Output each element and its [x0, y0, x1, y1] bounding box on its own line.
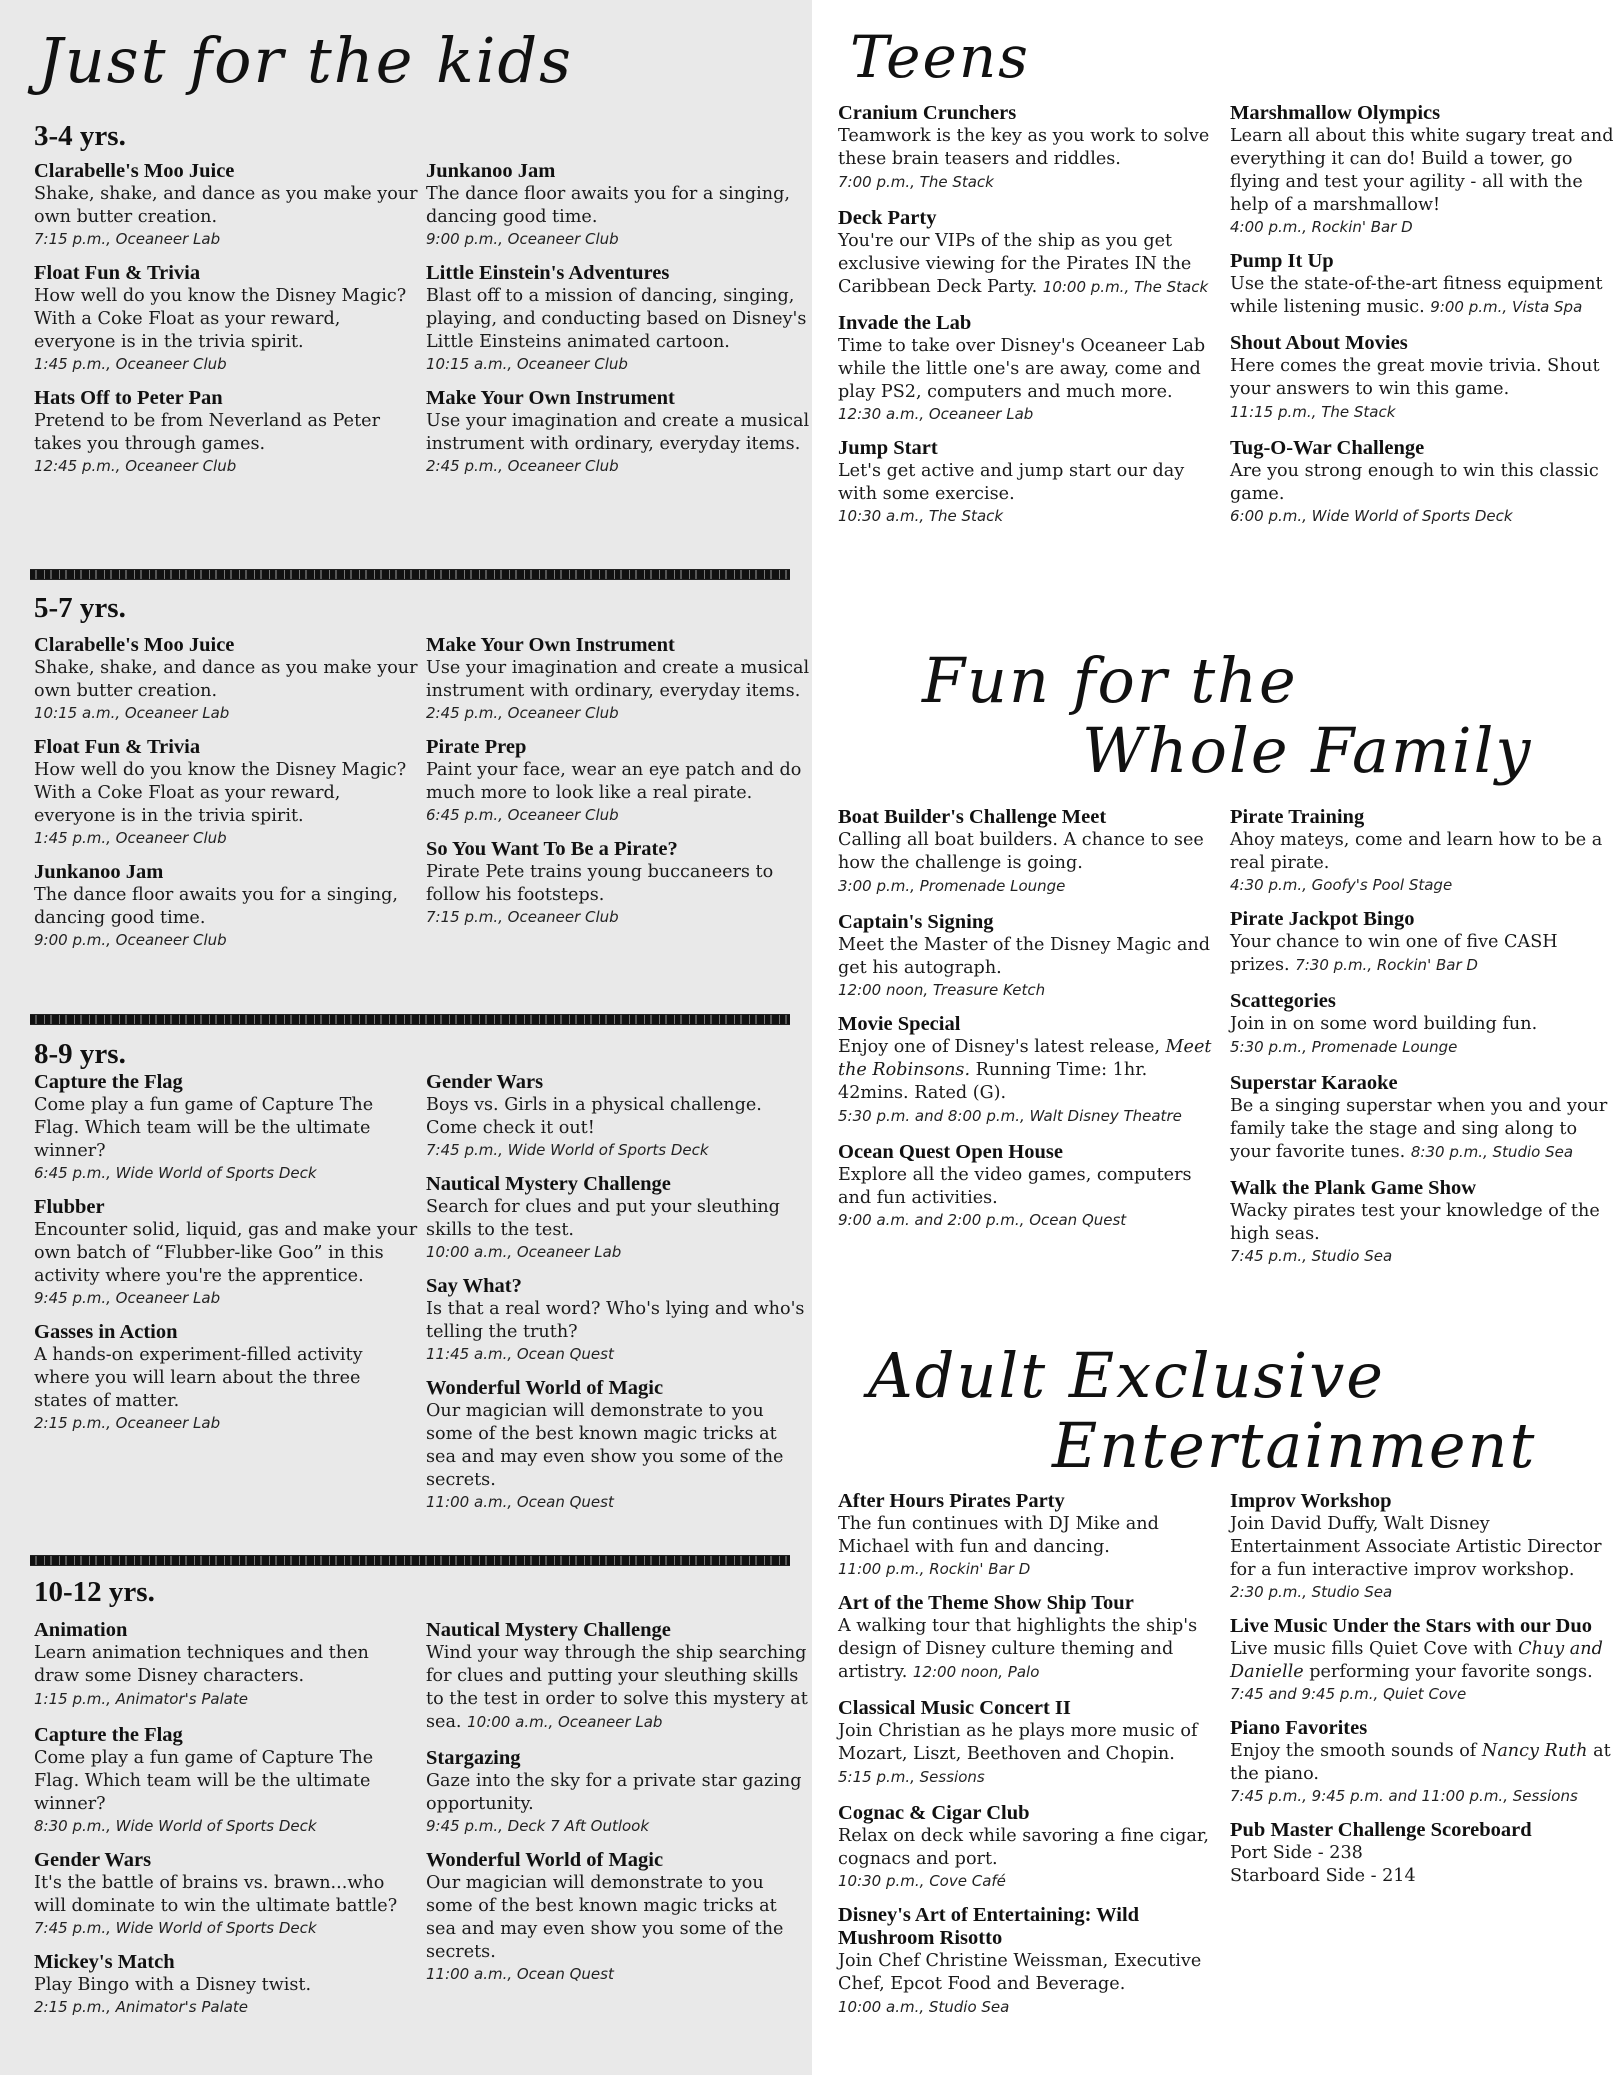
event-item	[34, 634, 418, 723]
event-description	[426, 183, 810, 229]
event-time-location: 7:45 p.m., Wide World of Sports Deck	[426, 1141, 709, 1159]
event-item	[34, 1196, 418, 1308]
event-time-location: 9:00 p.m., Vista Spa	[1430, 298, 1583, 316]
event-description	[838, 125, 1222, 194]
event-title: Ocean Quest Open House	[838, 1141, 1063, 1163]
event-description	[426, 1872, 810, 1964]
event-title: Gasses in Action	[34, 1321, 178, 1343]
adult-heading-line2: Entertainment	[1052, 1409, 1537, 1482]
event-description	[34, 884, 418, 930]
event-time-location: 12:00 noon, Palo	[912, 1663, 1040, 1681]
kids-5-7-left-column	[34, 634, 418, 963]
event-description	[34, 759, 418, 828]
event-title: Pirate Training	[1230, 806, 1365, 828]
event-description	[426, 861, 810, 907]
event-time-location: 7:15 p.m., Oceaneer Club	[426, 908, 619, 926]
event-item	[1230, 437, 1614, 526]
event-title: Walk the Plank Game Show	[1230, 1177, 1477, 1199]
event-time-location: 1:45 p.m., Oceaneer Club	[34, 829, 227, 847]
event-title: After Hours Pirates Party	[838, 1490, 1065, 1512]
event-item	[34, 160, 418, 249]
event-item	[426, 1275, 810, 1364]
event-description-text: Enjoy the smooth sounds of	[1230, 1741, 1482, 1761]
event-item	[1230, 1819, 1614, 1888]
event-item	[34, 1724, 418, 1836]
event-title: Pirate Jackpot Bingo	[1230, 908, 1415, 930]
age-heading-5-7: 5-7 yrs.	[34, 592, 126, 624]
event-time-location: 8:30 p.m., Studio Sea	[1410, 1143, 1574, 1161]
event-item	[838, 1697, 1222, 1789]
event-time-location: 11:45 a.m., Ocean Quest	[426, 1345, 614, 1363]
event-description	[34, 1872, 418, 1918]
event-description-text: Calling all boat builders. A chance to see how the challenge is going.	[838, 830, 1204, 873]
event-title: Flubber	[34, 1196, 105, 1218]
event-item	[34, 1951, 418, 2017]
event-description-text: Play Bingo with a Disney twist.	[34, 1975, 312, 1995]
event-time-location: 10:00 p.m., The Stack	[1042, 278, 1209, 296]
event-item	[1230, 908, 1614, 977]
event-description-text: Is that a real word? Who's lying and who's telling the truth?	[426, 1299, 805, 1342]
event-description	[1230, 1095, 1614, 1164]
event-title: Live Music Under the Stars with our Duo	[1230, 1615, 1592, 1637]
event-time-location: 10:00 a.m., Oceaneer Lab	[467, 1713, 663, 1731]
event-description	[34, 1642, 418, 1711]
event-time-location: 7:45 p.m., Studio Sea	[1230, 1247, 1393, 1265]
age-heading-10-12: 10-12 yrs.	[34, 1576, 155, 1608]
event-description-text: Join in on some word building fun.	[1230, 1014, 1538, 1034]
event-time-location: 5:15 p.m., Sessions	[838, 1768, 985, 1786]
event-description-text: You're our VIPs of the ship as you get exclusive viewing for the Pirates IN the Caribbean Deck Party.	[838, 231, 1192, 297]
event-item	[838, 1802, 1222, 1891]
event-time-location: 6:45 p.m., Oceaneer Club	[426, 806, 619, 824]
event-time-location: 4:00 p.m., Rockin' Bar D	[1230, 218, 1413, 236]
event-item	[1230, 332, 1614, 424]
event-time-location: 6:45 p.m., Wide World of Sports Deck	[34, 1164, 317, 1182]
event-description-text: Use your imagination and create a musical instrument with ordinary, everyday items.	[426, 658, 810, 701]
event-description-text: Boys vs. Girls in a physical challenge. Come check it out!	[426, 1095, 762, 1138]
kids-3-4-right-column	[426, 160, 810, 489]
event-title: Hats Off to Peter Pan	[34, 387, 223, 409]
event-time-location: 10:30 p.m., Cove Café	[838, 1872, 1006, 1890]
kids-heading: Just for the kids	[38, 24, 573, 97]
event-title: Invade the Lab	[838, 312, 972, 334]
event-title: Classical Music Concert II	[838, 1697, 1071, 1719]
event-description-text: Be a singing superstar when you and your family take the stage and sing along to your favorite tunes.	[1230, 1096, 1608, 1162]
event-time-location: 3:00 p.m., Promenade Lounge	[838, 877, 1066, 895]
event-description	[34, 285, 418, 354]
event-item	[1230, 1072, 1614, 1164]
event-item	[838, 1141, 1222, 1230]
event-item	[426, 736, 810, 825]
event-description	[838, 934, 1222, 980]
event-time-location: 7:15 p.m., Oceaneer Lab	[34, 230, 221, 248]
event-description	[34, 657, 418, 703]
event-time-location: 1:15 p.m., Animator's Palate	[34, 1690, 249, 1708]
event-item	[426, 1173, 810, 1262]
event-description	[1230, 355, 1614, 424]
adult-right-column	[1230, 1490, 1614, 1901]
event-title: Little Einstein's Adventures	[426, 262, 670, 284]
event-time-location: 12:30 a.m., Oceaneer Lab	[838, 405, 1034, 423]
event-title: Float Fun & Trivia	[34, 736, 201, 758]
event-item	[838, 1013, 1222, 1128]
event-description	[1230, 1013, 1614, 1059]
event-description-text: Our magician will demonstrate to you some of the best known magic tricks at sea and may even show you some of the secrets.	[426, 1873, 784, 1962]
event-title: Superstar Karaoke	[1230, 1072, 1398, 1094]
event-description-text: A hands-on experiment-filled activity where you will learn about the three states of matter.	[34, 1345, 363, 1411]
event-description	[34, 1344, 418, 1413]
event-time-location: 9:00 p.m., Oceaneer Club	[426, 230, 619, 248]
event-description-text: Join David Duffy, Walt Disney Entertainment Associate Artistic Director for a fun interactive improv workshop.	[1230, 1514, 1602, 1580]
event-item	[34, 1619, 418, 1711]
event-description	[1230, 1638, 1614, 1684]
event-time-location: 11:00 a.m., Ocean Quest	[426, 1493, 614, 1511]
event-description-text: Use your imagination and create a musical instrument with ordinary, everyday items.	[426, 411, 810, 454]
event-description	[838, 1036, 1222, 1128]
event-description	[1230, 931, 1614, 977]
event-item	[426, 160, 810, 249]
event-time-location: 7:45 p.m., 9:45 p.m. and 11:00 p.m., Sessions	[1230, 1787, 1578, 1805]
event-description	[34, 183, 418, 229]
event-item	[34, 1071, 418, 1183]
event-item	[426, 1747, 810, 1836]
event-title: Marshmallow Olympics	[1230, 102, 1441, 124]
event-description	[1230, 1740, 1614, 1786]
event-description-text: Enjoy one of Disney's latest release,	[838, 1037, 1166, 1057]
kids-8-9-right-column	[426, 1071, 810, 1525]
event-item	[1230, 102, 1614, 237]
event-item	[34, 861, 418, 950]
event-title: Gender Wars	[34, 1849, 152, 1871]
event-item	[838, 207, 1222, 299]
event-description	[34, 1747, 418, 1816]
family-right-column	[1230, 806, 1614, 1279]
event-description-text: Your chance to win one of five CASH prizes.	[1230, 932, 1558, 975]
event-time-location: 6:00 p.m., Wide World of Sports Deck	[1230, 507, 1513, 525]
event-title: Art of the Theme Show Ship Tour	[838, 1592, 1134, 1614]
event-description	[426, 1094, 810, 1140]
event-title: Piano Favorites	[1230, 1717, 1368, 1739]
age-heading-3-4: 3-4 yrs.	[34, 120, 126, 152]
event-description-text: A walking tour that highlights the ship's design of Disney culture theming and artistry.	[838, 1616, 1198, 1682]
event-description	[838, 1720, 1222, 1789]
event-title: Float Fun & Trivia	[34, 262, 201, 284]
event-description	[838, 1950, 1222, 2019]
event-title: Nautical Mystery Challenge	[426, 1173, 671, 1195]
event-item	[426, 387, 810, 476]
event-description-text: Encounter solid, liquid, gas and make your own batch of “Flubber-like Goo” in this activity where you're the apprentice.	[34, 1220, 418, 1286]
event-item	[1230, 1615, 1614, 1704]
event-description-text: Come play a fun game of Capture The Flag. Which team will be the ultimate winner?	[34, 1748, 374, 1814]
event-title: Cranium Crunchers	[838, 102, 1017, 124]
event-title: Clarabelle's Moo Juice	[34, 634, 235, 656]
event-title: Boat Builder's Challenge Meet	[838, 806, 1107, 828]
event-title: Junkanoo Jam	[34, 861, 164, 883]
event-item	[1230, 250, 1614, 319]
event-emphasis: Chuy and Danielle	[1230, 1639, 1603, 1682]
event-title: Wonderful World of Magic	[426, 1849, 664, 1871]
event-description	[838, 460, 1222, 506]
section-divider	[30, 569, 790, 580]
event-description-text: Gaze into the sky for a private star gazing opportunity.	[426, 1771, 802, 1814]
event-title: Make Your Own Instrument	[426, 387, 675, 409]
event-description	[426, 285, 810, 354]
event-description-text: Ahoy mateys, come and learn how to be a real pirate.	[1230, 830, 1603, 873]
event-title: Junkanoo Jam	[426, 160, 556, 182]
event-description-text: Paint your face, wear an eye patch and do much more to look like a real pirate.	[426, 760, 802, 803]
event-title: Captain's Signing	[838, 911, 994, 933]
family-left-column	[838, 806, 1222, 1243]
adult-left-column	[838, 1490, 1222, 2032]
event-item	[1230, 1177, 1614, 1266]
event-time-location: 12:45 p.m., Oceaneer Club	[34, 457, 237, 475]
event-description	[426, 657, 810, 703]
event-item	[426, 838, 810, 927]
event-description-text: Blast off to a mission of dancing, singing, playing, and conducting based on Disney's Little Einsteins animated cartoon.	[426, 286, 807, 352]
event-description-text: Here comes the great movie trivia. Shout your answers to win this game.	[1230, 356, 1600, 399]
event-time-location: 2:45 p.m., Oceaneer Club	[426, 704, 619, 722]
event-time-location: 2:15 p.m., Oceaneer Lab	[34, 1414, 221, 1432]
event-description-text: Let's get active and jump start our day with some exercise.	[838, 461, 1185, 504]
event-description	[34, 1094, 418, 1163]
event-description-text: Join Christian as he plays more music of Mozart, Liszt, Beethoven and Chopin.	[838, 1721, 1198, 1764]
event-title: Capture the Flag	[34, 1071, 183, 1093]
event-time-location: 10:00 a.m., Studio Sea	[838, 1998, 1010, 2016]
event-time-location: 10:15 a.m., Oceaneer Lab	[34, 704, 230, 722]
event-description-text: Come play a fun game of Capture The Flag. Which team will be the ultimate winner?	[34, 1095, 374, 1161]
teens-right-column	[1230, 102, 1614, 539]
event-time-location: 2:15 p.m., Animator's Palate	[34, 1998, 249, 2016]
event-description-text: Pretend to be from Neverland as Peter takes you through games.	[34, 411, 380, 454]
event-item	[426, 1071, 810, 1160]
event-description-text: Time to take over Disney's Oceaneer Lab while the little one's are away, come and play PS2, computers and much more.	[838, 336, 1206, 402]
event-title: Pub Master Challenge Scoreboard	[1230, 1819, 1532, 1841]
event-description-text: Running Time: 1hr. 42mins. Rated (G).	[838, 1060, 1148, 1103]
event-item	[838, 437, 1222, 526]
event-description-text: at the piano.	[1230, 1741, 1611, 1784]
event-title: Gender Wars	[426, 1071, 544, 1093]
event-title: Improv Workshop	[1230, 1490, 1392, 1512]
event-item	[1230, 1490, 1614, 1602]
event-title: Jump Start	[838, 437, 938, 459]
event-item	[838, 1592, 1222, 1684]
event-description-text: The dance floor awaits you for a singing, dancing good time.	[34, 885, 398, 928]
event-description-text: Search for clues and put your sleuthing skills to the test.	[426, 1197, 780, 1240]
event-item	[34, 1321, 418, 1433]
event-item	[426, 634, 810, 723]
event-description	[426, 1298, 810, 1344]
event-description-text: Meet the Master of the Disney Magic and get his autograph.	[838, 935, 1210, 978]
event-emphasis: Meet the Robinsons.	[838, 1037, 1212, 1080]
event-description-text: How well do you know the Disney Magic? With a Coke Float as your reward, everyone is in the trivia spirit.	[34, 286, 407, 352]
event-description	[1230, 1842, 1614, 1888]
event-item	[1230, 1717, 1614, 1806]
kids-10-12-left-column	[34, 1619, 418, 2030]
score-line: Starboard Side - 214	[1230, 1866, 1416, 1886]
event-description-text: Join Chef Christine Weissman, Executive Chef, Epcot Food and Beverage.	[838, 1951, 1202, 1994]
kids-10-12-right-column	[426, 1619, 810, 1997]
event-description-text: Relax on deck while savoring a fine cigar, cognacs and port.	[838, 1826, 1209, 1869]
event-description-text: performing your favorite songs.	[1303, 1662, 1593, 1682]
event-title: Shout About Movies	[1230, 332, 1408, 354]
event-description-text: Shake, shake, and dance as you make your own butter creation.	[34, 184, 418, 227]
event-title: Make Your Own Instrument	[426, 634, 675, 656]
event-description	[426, 759, 810, 805]
event-title: Pump It Up	[1230, 250, 1334, 272]
event-item	[34, 262, 418, 374]
event-title: Animation	[34, 1619, 128, 1641]
event-description-text: Are you strong enough to win this classic game.	[1230, 461, 1599, 504]
event-time-location: 7:00 p.m., The Stack	[838, 173, 994, 191]
event-item	[426, 1849, 810, 1984]
event-description	[838, 829, 1222, 898]
event-title: Mickey's Match	[34, 1951, 175, 1973]
event-description-text: The dance floor awaits you for a singing, dancing good time.	[426, 184, 790, 227]
event-item	[34, 736, 418, 848]
event-time-location: 9:45 p.m., Oceaneer Lab	[34, 1289, 221, 1307]
event-item	[34, 387, 418, 476]
event-item	[426, 262, 810, 374]
score-line: Port Side - 238	[1230, 1843, 1363, 1863]
event-description	[34, 1974, 418, 1997]
event-description-text: The fun continues with DJ Mike and Michael with fun and dancing.	[838, 1514, 1159, 1557]
event-description	[426, 1642, 810, 1734]
event-time-location: 4:30 p.m., Goofy's Pool Stage	[1230, 876, 1453, 894]
event-description	[838, 1513, 1222, 1559]
event-description-text: Learn animation techniques and then draw some Disney characters.	[34, 1643, 369, 1686]
kids-8-9-left-column	[34, 1071, 418, 1446]
event-item	[34, 1849, 418, 1938]
event-title: Say What?	[426, 1275, 522, 1297]
event-description	[838, 230, 1222, 299]
event-time-location: 8:30 p.m., Wide World of Sports Deck	[34, 1817, 317, 1835]
event-title: Wonderful World of Magic	[426, 1377, 664, 1399]
event-title: Clarabelle's Moo Juice	[34, 160, 235, 182]
event-description-text: Pirate Pete trains young buccaneers to follow his footsteps.	[426, 862, 774, 905]
family-heading-line1: Fun for the	[922, 644, 1298, 717]
event-description	[34, 1219, 418, 1288]
event-title: So You Want To Be a Pirate?	[426, 838, 678, 860]
event-description-text: Wind your way through the ship searching for clues and putting your sleuthing skills to the test in order to solve this mystery at sea.	[426, 1643, 808, 1732]
event-time-location: 9:45 p.m., Deck 7 Aft Outlook	[426, 1817, 650, 1835]
event-description-text: Teamwork is the key as you work to solve these brain teasers and riddles.	[838, 126, 1210, 169]
event-description-text: Learn all about this white sugary treat and everything it can do! Build a tower, go flying and test your agility - all with the help of a marshmallow!	[1230, 126, 1614, 215]
event-title: Tug-O-War Challenge	[1230, 437, 1425, 459]
event-item	[838, 911, 1222, 1000]
event-description	[838, 1164, 1222, 1210]
event-title: Deck Party	[838, 207, 937, 229]
event-time-location: 5:30 p.m., Promenade Lounge	[1230, 1038, 1458, 1056]
event-description	[1230, 1200, 1614, 1246]
event-time-location: 10:30 a.m., The Stack	[838, 507, 1004, 525]
event-description-text: Explore all the video games, computers and fun activities.	[838, 1165, 1192, 1208]
event-title: Disney's Art of Entertaining: Wild Mushroom Risotto	[838, 1904, 1140, 1949]
adult-heading-line1: Adult Exclusive	[868, 1339, 1385, 1412]
event-time-location: 5:30 p.m. and 8:00 p.m., Walt Disney Theatre	[838, 1107, 1182, 1125]
age-heading-8-9: 8-9 yrs.	[34, 1038, 126, 1070]
event-description	[838, 1615, 1222, 1684]
event-time-location: 2:45 p.m., Oceaneer Club	[426, 457, 619, 475]
event-item	[838, 806, 1222, 898]
event-description-text: Shake, shake, and dance as you make your own butter creation.	[34, 658, 418, 701]
event-item	[426, 1377, 810, 1512]
event-description	[838, 1825, 1222, 1871]
event-time-location: 7:45 p.m., Wide World of Sports Deck	[34, 1919, 317, 1937]
event-description-text: It's the battle of brains vs. brawn...who will dominate to win the ultimate battle?	[34, 1873, 398, 1916]
event-item	[838, 1904, 1222, 2019]
event-description	[426, 1400, 810, 1492]
event-time-location: 11:15 p.m., The Stack	[1230, 403, 1396, 421]
event-description	[1230, 125, 1614, 217]
family-heading-line2: Whole Family	[1082, 714, 1533, 787]
event-item	[426, 1619, 810, 1734]
event-description	[1230, 460, 1614, 506]
event-title: Scattegories	[1230, 990, 1336, 1012]
event-title: Pirate Prep	[426, 736, 527, 758]
event-description	[838, 335, 1222, 404]
event-item	[1230, 806, 1614, 895]
event-time-location: 7:45 and 9:45 p.m., Quiet Cove	[1230, 1685, 1467, 1703]
event-description	[1230, 273, 1614, 319]
teens-left-column	[838, 102, 1222, 539]
event-item	[1230, 990, 1614, 1059]
activities-panel	[812, 0, 1614, 2075]
event-title: Stargazing	[426, 1747, 521, 1769]
event-description	[1230, 1513, 1614, 1582]
event-time-location: 9:00 a.m. and 2:00 p.m., Ocean Quest	[838, 1211, 1127, 1229]
event-description-text: Live music fills Quiet Cove with	[1230, 1639, 1519, 1659]
event-description-text: Our magician will demonstrate to you some of the best known magic tricks at sea and may even show you some of the secrets.	[426, 1401, 784, 1490]
event-item	[838, 1490, 1222, 1579]
event-description-text: Use the state-of-the-art fitness equipment while listening music.	[1230, 274, 1603, 317]
event-time-location: 1:45 p.m., Oceaneer Club	[34, 355, 227, 373]
event-item	[838, 102, 1222, 194]
event-description-text: Wacky pirates test your knowledge of the high seas.	[1230, 1201, 1600, 1244]
kids-3-4-left-column	[34, 160, 418, 489]
event-time-location: 2:30 p.m., Studio Sea	[1230, 1583, 1393, 1601]
kids-5-7-right-column	[426, 634, 810, 940]
event-description	[426, 410, 810, 456]
section-divider	[30, 1014, 790, 1025]
event-description	[1230, 829, 1614, 875]
teens-heading: Teens	[850, 23, 1030, 91]
event-description-text: How well do you know the Disney Magic? With a Coke Float as your reward, everyone is in the trivia spirit.	[34, 760, 407, 826]
event-title: Nautical Mystery Challenge	[426, 1619, 671, 1641]
event-time-location: 12:00 noon, Treasure Ketch	[838, 981, 1046, 999]
event-time-location: 9:00 p.m., Oceaneer Club	[34, 931, 227, 949]
event-time-location: 7:30 p.m., Rockin' Bar D	[1295, 956, 1478, 974]
event-time-location: 11:00 p.m., Rockin' Bar D	[838, 1560, 1031, 1578]
event-description	[426, 1196, 810, 1242]
event-time-location: 10:15 a.m., Oceaneer Club	[426, 355, 628, 373]
event-description	[34, 410, 418, 456]
event-title: Movie Special	[838, 1013, 961, 1035]
event-description	[426, 1770, 810, 1816]
event-emphasis: Nancy Ruth	[1481, 1741, 1588, 1761]
event-title: Capture the Flag	[34, 1724, 183, 1746]
event-time-location: 11:00 a.m., Ocean Quest	[426, 1965, 614, 1983]
section-divider	[30, 1555, 790, 1566]
event-item	[838, 312, 1222, 424]
event-title: Cognac & Cigar Club	[838, 1802, 1030, 1824]
event-time-location: 10:00 a.m., Oceaneer Lab	[426, 1243, 622, 1261]
